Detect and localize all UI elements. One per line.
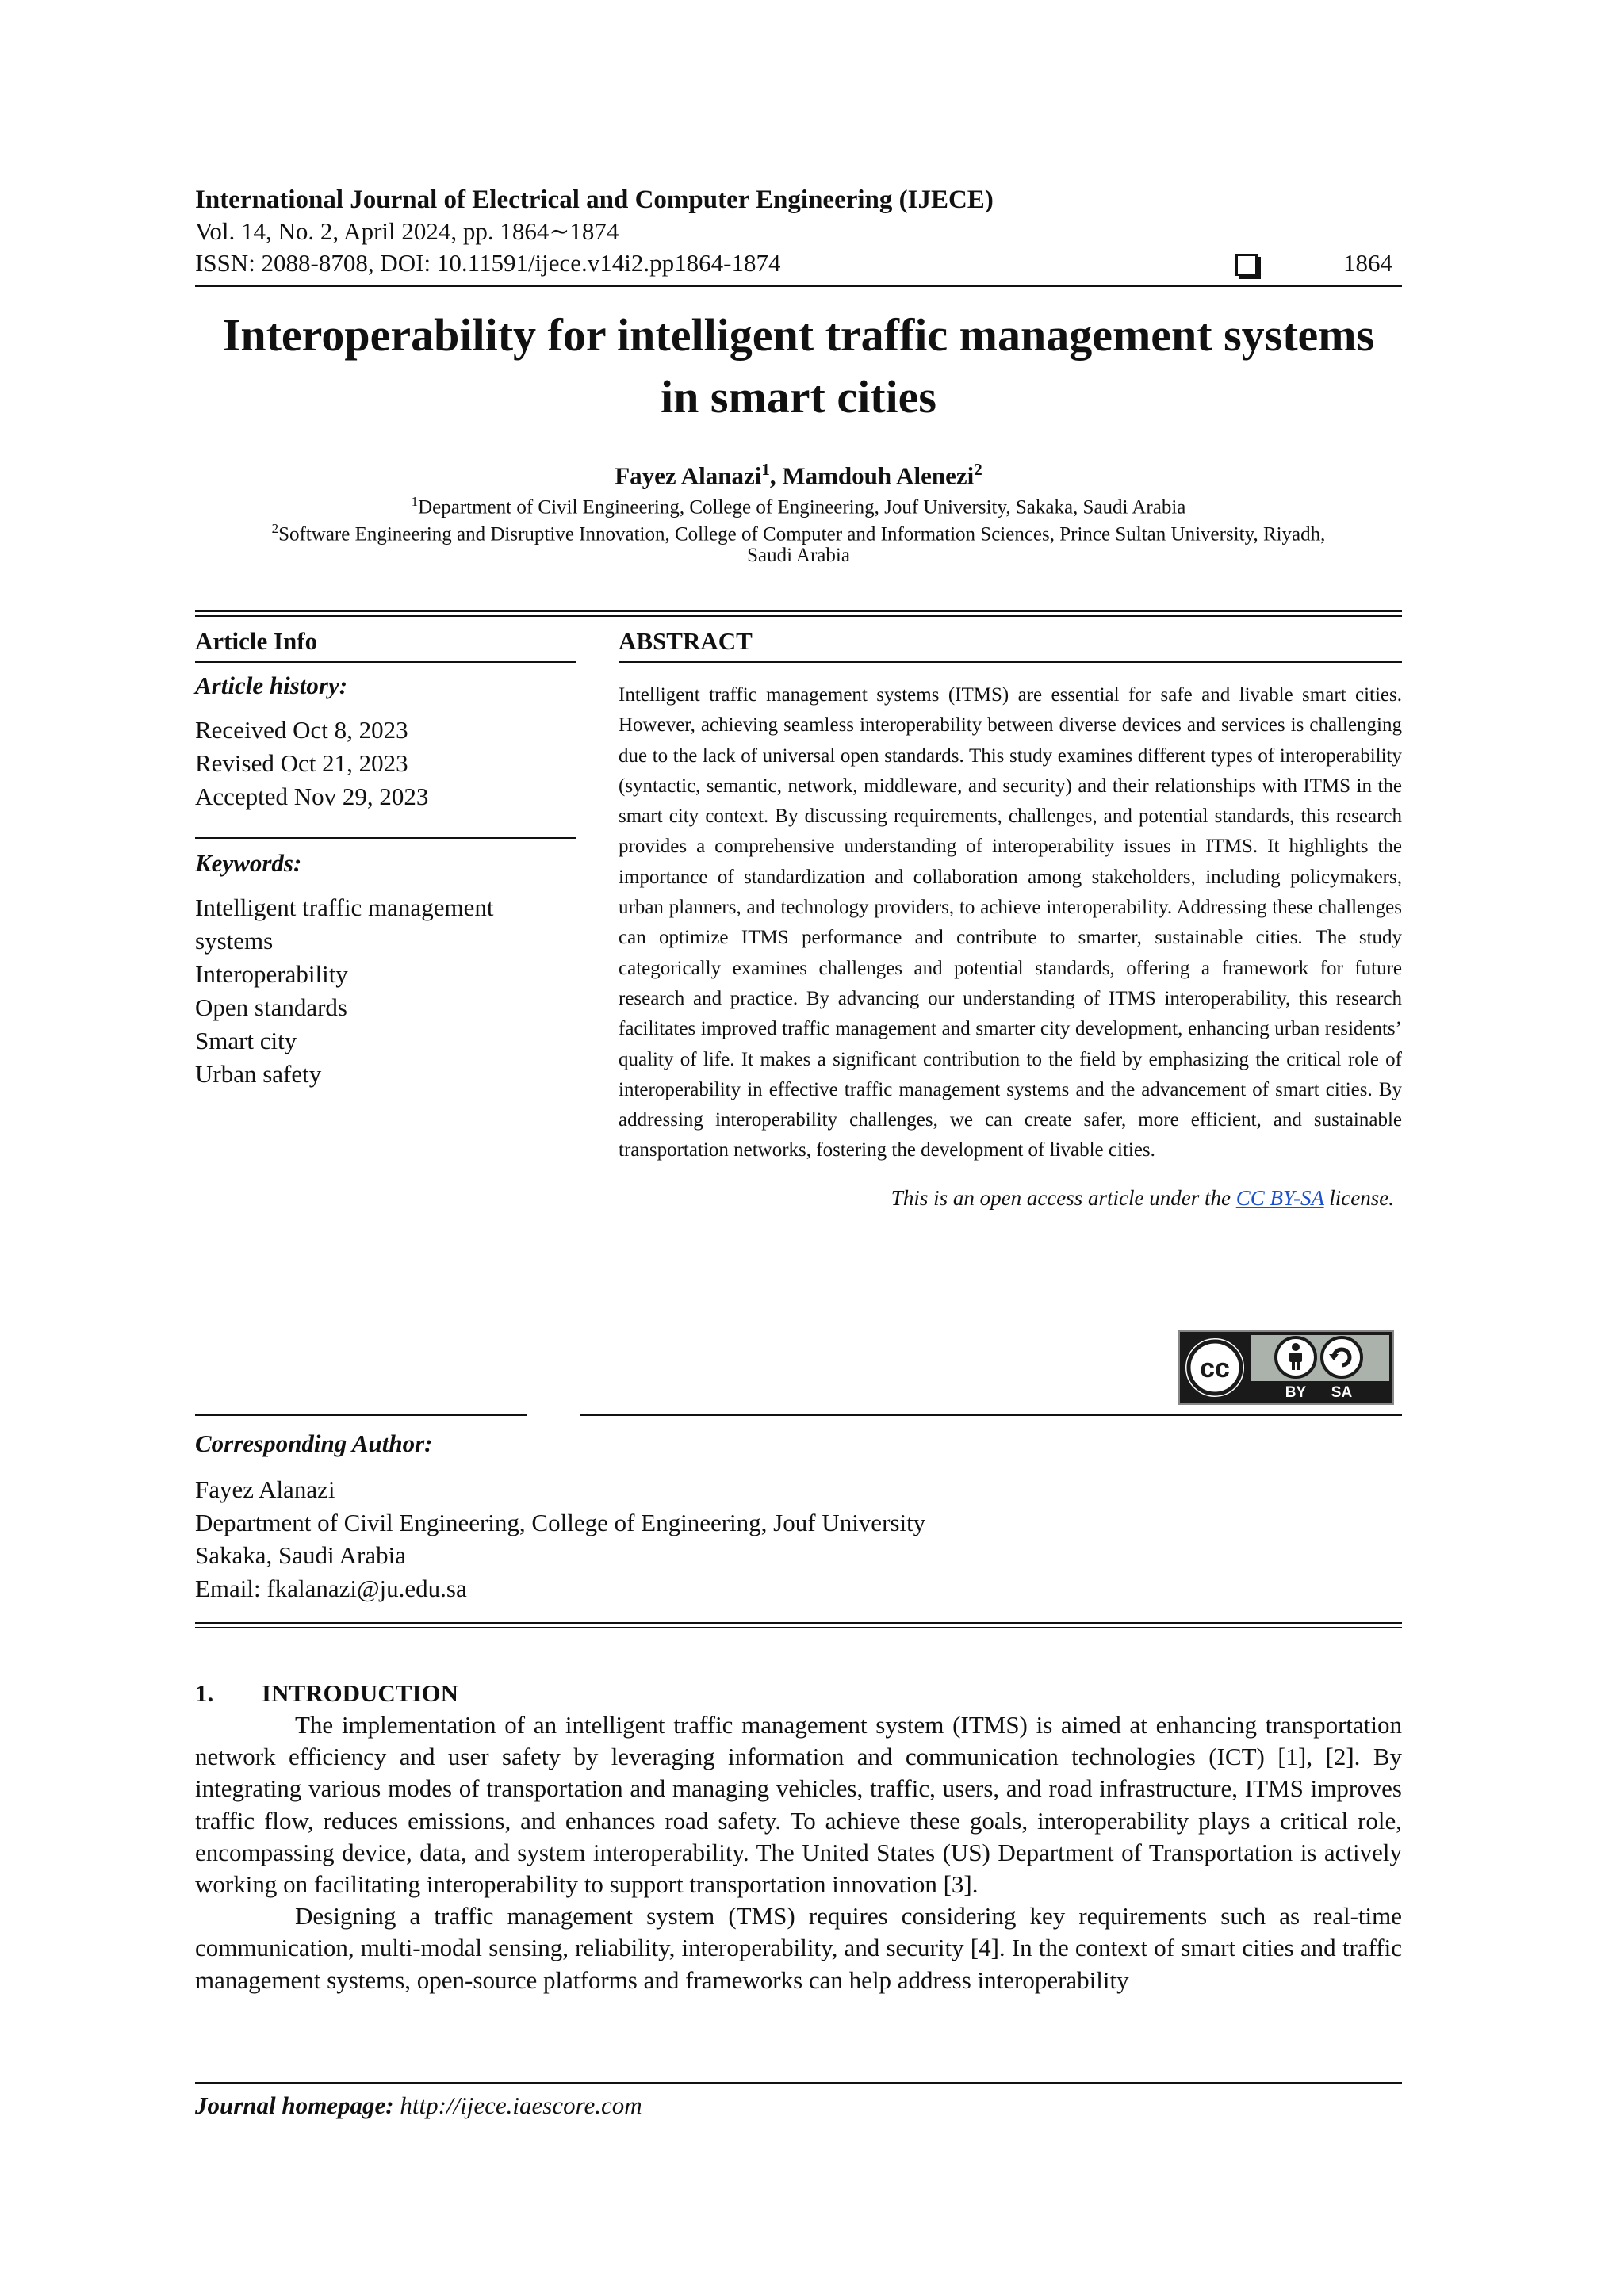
license-link[interactable]: CC BY-SA	[1235, 1185, 1324, 1210]
keyword-item: systems	[195, 927, 274, 955]
footer-label: Journal homepage:	[195, 2091, 394, 2119]
title-line-2: in smart cities	[661, 371, 936, 423]
corresponding-rule-right	[580, 1414, 1402, 1416]
abstract-text: Intelligent traffic management systems (ITMS) are essential for safe and livable smart cities. However, achieving seamless interoperability between diverse devices and services is challenging due to the lack of universal open standards. This study examines different types of interoperability (syntactic, semantic, network, middleware, and security) and their relationships with ITMS in the smart city context. By discussing requirements, challenges, and potential standards, this research provides a comprehensive understanding of interoperability issues in ITMS. It highlights the importance of standardization and collaboration among stakeholders, including policymakers, urban planners, and technology providers, to achieve interoperability. Addressing these challenges can optimize ITMS performance and contribute to smarter, sustainable cities. The study categorically examines challenges and potential standards, offering a framework for future research and practice. By advancing our understanding of ITMS interoperability, this research facilitates improved traffic management and smarter city development, enhancing urban residents’ quality of life. It makes a significant contribution to the field by emphasizing the critical role of interoperability in effective traffic management systems and the advancement of smart cities. By addressing interoperability challenges, we can create safer, more efficient, and sustainable transportation networks, fostering the development of livable cities.	[619, 684, 1402, 1161]
keywords-heading: Keywords:	[195, 849, 302, 877]
introduction-section	[195, 1678, 1402, 1996]
author-2-sup: 2	[974, 460, 982, 479]
keywords-list	[195, 891, 576, 1091]
corresponding-location: Sakaka, Saudi Arabia	[195, 1541, 407, 1569]
cc-by-sa-badge[interactable]	[1178, 1330, 1394, 1405]
author-2: Mamdouh Alenezi	[782, 461, 975, 490]
corresponding-dept: Department of Civil Engineering, College of Engineering, Jouf University	[195, 1508, 926, 1536]
affiliation-1-text: Department of Civil Engineering, College of Engineering, Jouf University, Sakaka, Saudi Arabia	[418, 496, 1186, 519]
paper-title	[195, 304, 1402, 428]
page-number: 1864	[1343, 249, 1392, 277]
keyword-item: Interoperability	[195, 960, 348, 988]
author-separator: ,	[769, 461, 783, 490]
author-1-sup: 1	[761, 460, 770, 479]
history-accepted: Accepted Nov 29, 2023	[195, 783, 429, 810]
square-bullet-icon	[1235, 254, 1258, 276]
article-history-list	[195, 714, 576, 813]
keyword-item: Urban safety	[195, 1060, 322, 1088]
corresponding-author	[195, 1427, 1402, 1605]
license-suffix: license.	[1323, 1185, 1394, 1210]
license-statement	[619, 1184, 1402, 1212]
article-history-heading: Article history:	[195, 672, 348, 699]
abstract-column	[619, 625, 1402, 1212]
history-revised: Revised Oct 21, 2023	[195, 749, 408, 777]
article-info-top-rule	[195, 610, 1402, 617]
keyword-item: Smart city	[195, 1027, 297, 1054]
abstract-rule	[619, 661, 1402, 663]
volume-line: Vol. 14, No. 2, April 2024, pp. 1864∼1874	[195, 217, 619, 245]
sa-label: SA	[1331, 1384, 1353, 1401]
abstract-heading: ABSTRACT	[619, 627, 753, 655]
article-info-column	[195, 625, 576, 1091]
footer-url[interactable]: http://ijece.iaescore.com	[400, 2091, 642, 2119]
title-line-1: Interoperability for intelligent traffic management systems	[222, 309, 1375, 361]
affiliation-1-sup: 1	[411, 494, 419, 509]
corresponding-email: Email: fkalanazi@ju.edu.sa	[195, 1574, 467, 1602]
article-info-heading: Article Info	[195, 627, 318, 655]
affiliation-2-cont: Saudi Arabia	[747, 545, 850, 566]
authors	[195, 453, 1402, 492]
corresponding-details	[195, 1473, 1402, 1605]
keywords-rule	[195, 837, 576, 839]
corresponding-name: Fayez Alanazi	[195, 1475, 335, 1503]
issn-doi-line: ISSN: 2088-8708, DOI: 10.11591/ijece.v14i2.pp1864-1874	[195, 249, 781, 277]
footer-rule	[195, 2082, 1402, 2084]
affiliation-2-sup: 2	[271, 521, 279, 536]
section-title: INTRODUCTION	[262, 1679, 459, 1707]
header-rule	[195, 285, 1402, 287]
front-matter-bottom-rule	[195, 1622, 1402, 1628]
license-prefix: This is an open access article under the	[891, 1185, 1236, 1210]
footer	[195, 2090, 642, 2122]
affiliation-2-text: Software Engineering and Disruptive Innovation, College of Computer and Information Sciences, Prince Sultan University, Riyadh,	[278, 523, 1326, 545]
by-label: BY	[1285, 1384, 1307, 1401]
keyword-item: Open standards	[195, 993, 347, 1021]
section-heading	[195, 1678, 1402, 1709]
journal-name: International Journal of Electrical and Computer Engineering (IJECE)	[195, 186, 994, 214]
intro-paragraph-1: The implementation of an intelligent traffic management system (ITMS) is aimed at enhancing transportation network efficiency and user safety by leveraging information and communication technologies (ICT) [1], [2]. By integrating various modes of transportation and managing vehicles, traffic, users, and road infrastructure, ITMS improves traffic flow, reduces emissions, and enhances road safety. To achieve these goals, interoperability plays a critical role, encompassing device, data, and system interoperability. The United States (US) Department of Transportation is actively working on facilitating interoperability to support transportation innovation [3].	[195, 1711, 1402, 1899]
intro-paragraph-2: Designing a traffic management system (TMS) requires considering key requirements such as real-time communication, multi-modal sensing, reliability, interoperability, and security [4]. In the context of smart cities and traffic management systems, open-source platforms and frameworks can help address interoperability	[195, 1902, 1402, 1994]
article-info-rule	[195, 661, 576, 663]
cc-letters: cc	[1200, 1353, 1230, 1383]
cc-by-sa-icon	[1178, 1330, 1394, 1405]
corresponding-rule-left	[195, 1414, 527, 1416]
corresponding-heading: Corresponding Author:	[195, 1429, 433, 1457]
history-received: Received Oct 8, 2023	[195, 716, 408, 744]
keyword-item: Intelligent traffic management	[195, 894, 494, 921]
author-1: Fayez Alanazi	[615, 461, 762, 490]
section-number: 1.	[195, 1679, 214, 1707]
